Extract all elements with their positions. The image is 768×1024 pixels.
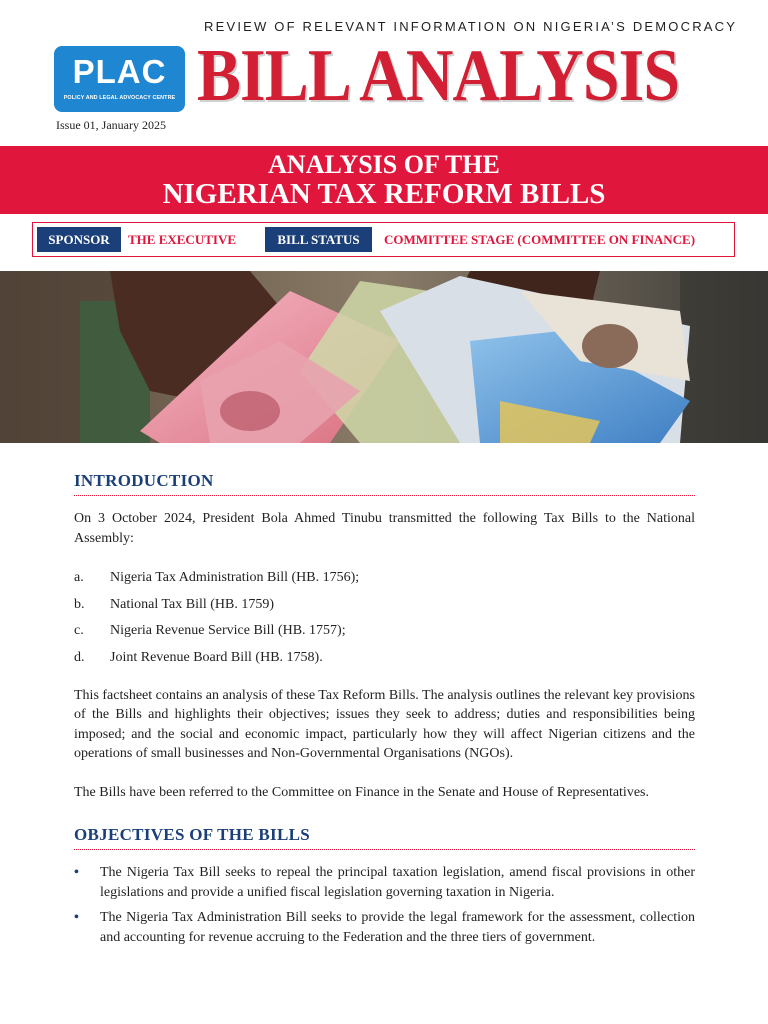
introduction-heading: INTRODUCTION bbox=[74, 470, 695, 496]
logo-subtext: POLICY AND LEGAL ADVOCACY CENTRE bbox=[63, 95, 176, 101]
intro-paragraph-2: This factsheet contains an analysis of these Tax Reform Bills. The analysis outlines the relevant key provisions of the Bills and highlights their objectives; issues they seek to address; duties and responsibilities being imposed; and the social and economic impact, particularly how they will affect Nigerian citizens and the operations of small businesses and Non-Governmental Organisations (NGOs). bbox=[74, 687, 695, 761]
intro-paragraph-1: On 3 October 2024, President Bola Ahmed Tinubu transmitted the following Tax Bills to the National Assembly: bbox=[74, 511, 695, 546]
list-item-text: Joint Revenue Board Bill (HB. 1758). bbox=[110, 649, 323, 665]
masthead-title: BILL ANALYSIS bbox=[197, 35, 680, 117]
bill-status-value: COMMITTEE STAGE (COMMITTEE ON FINANCE) bbox=[384, 232, 696, 247]
objective-item bbox=[74, 908, 695, 947]
objective-text: The Nigeria Tax Bill seeks to repeal the principal taxation legislation, amend fiscal provisions in other legislations and provide a unified fiscal legislation governing taxation in Nigeria. bbox=[100, 865, 695, 900]
list-item-text: National Tax Bill (HB. 1759) bbox=[110, 596, 275, 612]
list-item bbox=[74, 595, 695, 614]
list-marker: d. bbox=[74, 649, 85, 665]
sponsor-value: THE EXECUTIVE bbox=[128, 232, 236, 247]
list-item bbox=[74, 648, 695, 667]
issue-date: Issue 01, January 2025 bbox=[56, 118, 166, 132]
title-banner bbox=[0, 146, 768, 214]
bill-status-label: BILL STATUS bbox=[265, 227, 372, 252]
list-item-text: Nigeria Tax Administration Bill (HB. 1756); bbox=[110, 570, 360, 585]
tagline: REVIEW OF RELEVANT INFORMATION ON NIGERIA’S DEMOCRACY bbox=[204, 19, 738, 34]
bill-info-box bbox=[32, 222, 735, 257]
objectives-heading: OBJECTIVES OF THE BILLS bbox=[74, 824, 695, 850]
objectives-list bbox=[74, 863, 695, 947]
intro-paragraph-3: The Bills have been referred to the Committee on Finance in the Senate and House of Representatives. bbox=[74, 784, 649, 800]
list-item-text: Nigeria Revenue Service Bill (HB. 1757); bbox=[110, 623, 346, 638]
main-content bbox=[74, 470, 695, 953]
plac-logo bbox=[54, 46, 185, 112]
list-marker: b. bbox=[74, 596, 85, 612]
list-marker: c. bbox=[74, 623, 84, 638]
banknotes-illustration bbox=[0, 271, 768, 443]
list-item bbox=[74, 621, 695, 640]
objective-text: The Nigeria Tax Administration Bill seeks to provide the legal framework for the assessment, collection and accounting for revenue accruing to the Federation and the three tiers of government. bbox=[100, 910, 695, 945]
list-marker: a. bbox=[74, 570, 84, 585]
bullet-icon: • bbox=[74, 865, 79, 880]
bills-list bbox=[74, 568, 695, 667]
logo-text: PLAC bbox=[72, 53, 167, 90]
bullet-icon: • bbox=[74, 910, 79, 925]
title-line-1: ANALYSIS OF THE bbox=[268, 150, 500, 179]
title-line-2: NIGERIAN TAX REFORM BILLS bbox=[162, 178, 606, 210]
objective-item bbox=[74, 863, 695, 902]
banknotes-photo bbox=[0, 271, 768, 443]
list-item bbox=[74, 568, 695, 587]
sponsor-label: SPONSOR bbox=[37, 227, 121, 252]
